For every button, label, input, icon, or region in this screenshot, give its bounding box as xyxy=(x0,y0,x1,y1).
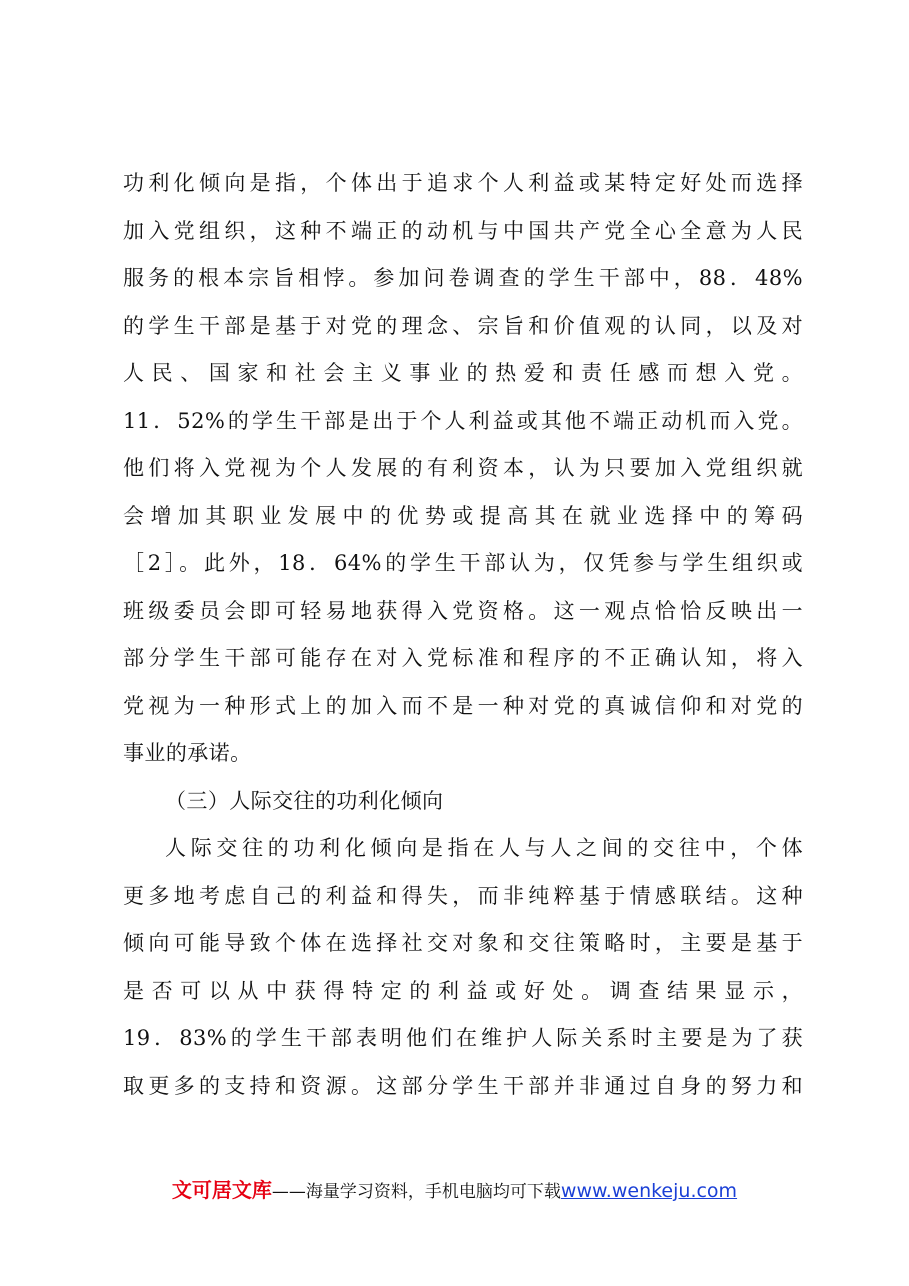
paragraph-line: 党视为一种形式上的加入而不是一种对党的真诚信仰和对党的 xyxy=(123,693,803,718)
footer-banner xyxy=(0,1178,909,1204)
paragraph-line: 11．52%的学生干部是出于个人利益或其他不端正动机而入党。 xyxy=(123,408,803,433)
paragraph-line: 加入党组织，这种不端正的动机与中国共产党全心全意为人民 xyxy=(123,218,803,243)
section-heading: （三）人际交往的功利化倾向 xyxy=(165,788,444,813)
footer-slogan: ——海量学习资料，手机电脑均可下载 xyxy=(271,1182,561,1202)
paragraph-line: 班级委员会即可轻易地获得入党资格。这一观点恰恰反映出一 xyxy=(123,598,803,623)
paragraph-line: 更多地考虑自己的利益和得失，而非纯粹基于情感联结。这种 xyxy=(123,883,803,908)
paragraph-line: 服务的根本宗旨相悖。参加问卷调查的学生干部中，88．48% xyxy=(123,266,803,290)
footer-website-link[interactable]: www.wenkeju.com xyxy=(560,1180,738,1202)
paragraph-line: 倾向可能导致个体在选择社交对象和交往策略时，主要是基于 xyxy=(123,931,803,955)
paragraph-line: 部分学生干部可能存在对入党标准和程序的不正确认知，将入 xyxy=(123,646,803,670)
paragraph-line: 是否可以从中获得特定的利益或好处。调查结果显示， xyxy=(123,978,803,1003)
paragraph-line: 会增加其职业发展中的优势或提高其在就业选择中的筹码 xyxy=(123,503,803,528)
paragraph-line: 人民、国家和社会主义事业的热爱和责任感而想入党。 xyxy=(123,361,803,385)
document-body xyxy=(123,160,803,1110)
footer-brand: 文可居文库 xyxy=(171,1178,272,1202)
paragraph-line: 事业的承诺。 xyxy=(123,741,252,765)
paragraph-line: 的学生干部是基于对党的理念、宗旨和价值观的认同，以及对 xyxy=(123,313,803,338)
paragraph-line: 人际交往的功利化倾向是指在人与人之间的交往中，个体 xyxy=(165,836,803,860)
paragraph-line: 功利化倾向是指，个体出于追求个人利益或某特定好处而选择 xyxy=(123,171,803,195)
paragraph-line: 他们将入党视为个人发展的有利资本，认为只要加入党组织就 xyxy=(123,456,803,480)
paragraph-line: 取更多的支持和资源。这部分学生干部并非通过自身的努力和 xyxy=(123,1073,803,1098)
paragraph-line: 19．83%的学生干部表明他们在维护人际关系时主要是为了获 xyxy=(123,1026,803,1050)
paragraph-line: ［2］。此外，18．64%的学生干部认为，仅凭参与学生组织或 xyxy=(123,551,803,575)
